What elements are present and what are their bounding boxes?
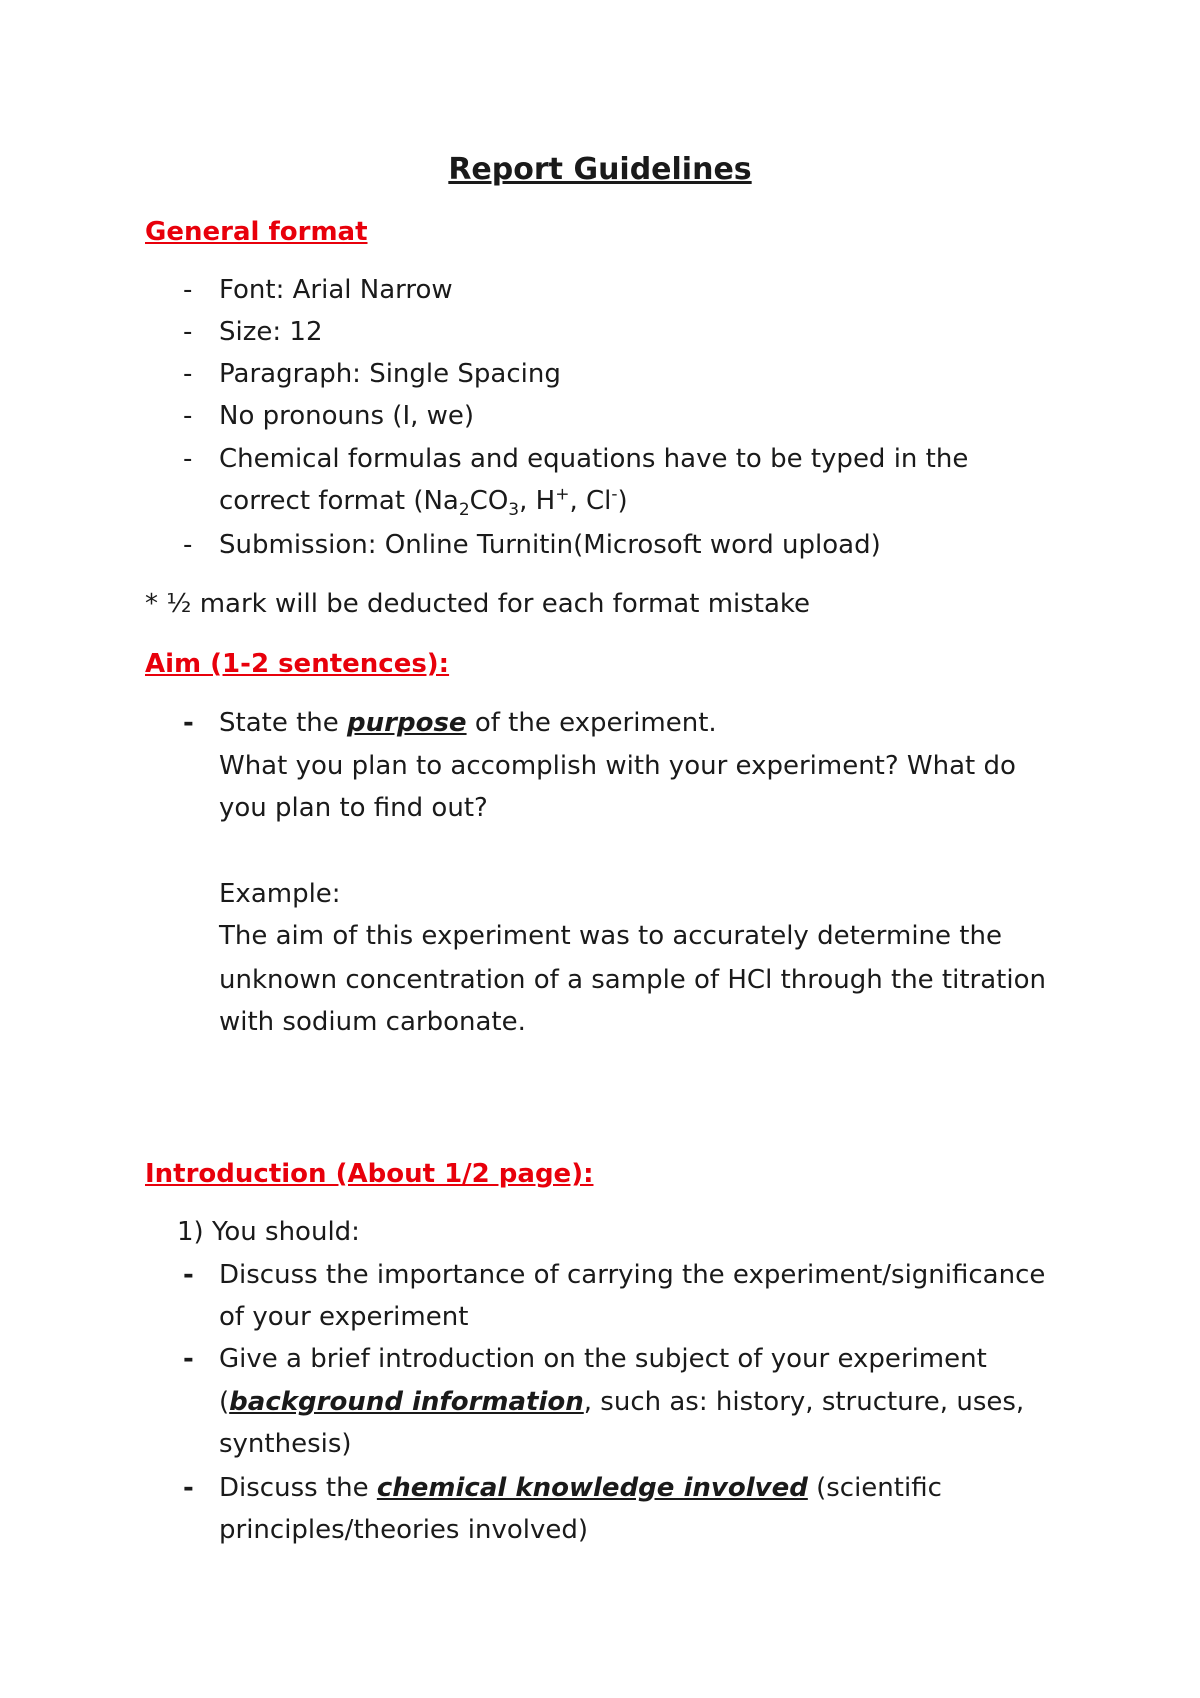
introduction-heading: Introduction (About 1/2 page): [145, 1159, 594, 1189]
bullet-dash: - [183, 317, 193, 347]
page-title: Report Guidelines [448, 152, 752, 187]
aim-heading: Aim (1-2 sentences): [145, 649, 450, 679]
item-submission: Submission: Online Turnitin(Microsoft word upload) [219, 530, 881, 560]
item-size: Size: 12 [219, 317, 323, 347]
format-mistake-note: * ½ mark will be deducted for each format mistake [145, 589, 811, 619]
item-font: Font: Arial Narrow [219, 275, 453, 305]
intro-b2-line3: synthesis) [219, 1429, 352, 1459]
intro-b2-line2: (background information, such as: history, structure, uses, [219, 1387, 1025, 1417]
example-label: Example: [219, 879, 341, 909]
intro-b2-line1: Give a brief introduction on the subject of your experiment [219, 1344, 987, 1374]
intro-b1-line1: Discuss the importance of carrying the experiment/significance [219, 1260, 1046, 1290]
bullet-dash: - [183, 1260, 194, 1290]
aim-line2: What you plan to accomplish with your experiment? What do [219, 751, 1016, 781]
item-paragraph: Paragraph: Single Spacing [219, 359, 561, 389]
item-pronouns: No pronouns (I, we) [219, 401, 475, 431]
intro-should: 1) You should: [177, 1217, 360, 1247]
bullet-dash: - [183, 401, 193, 431]
item-chem-line1: Chemical formulas and equations have to be typed in the [219, 444, 969, 474]
example-line1: The aim of this experiment was to accurately determine the [219, 921, 1002, 951]
bullet-dash: - [183, 444, 193, 474]
bullet-dash: - [183, 1473, 194, 1503]
aim-line3: you plan to find out? [219, 793, 488, 823]
bullet-dash: - [183, 275, 193, 305]
bullet-dash: - [183, 359, 193, 389]
example-line2: unknown concentration of a sample of HCl through the titration [219, 965, 1046, 995]
bullet-dash: - [183, 708, 194, 738]
bullet-dash: - [183, 1344, 194, 1374]
aim-state-line: State the purpose of the experiment. [219, 708, 717, 738]
intro-b3-line1: Discuss the chemical knowledge involved (scientific [219, 1473, 942, 1503]
bullet-dash: - [183, 530, 193, 560]
intro-b3-line2: principles/theories involved) [219, 1515, 588, 1545]
item-chem-line2: correct format ($Na_2CO_3$, H+, Cl-) [219, 484, 628, 521]
example-line3: with sodium carbonate. [219, 1007, 526, 1037]
general-format-heading: General format [145, 217, 368, 247]
intro-b1-line2: of your experiment [219, 1302, 469, 1332]
